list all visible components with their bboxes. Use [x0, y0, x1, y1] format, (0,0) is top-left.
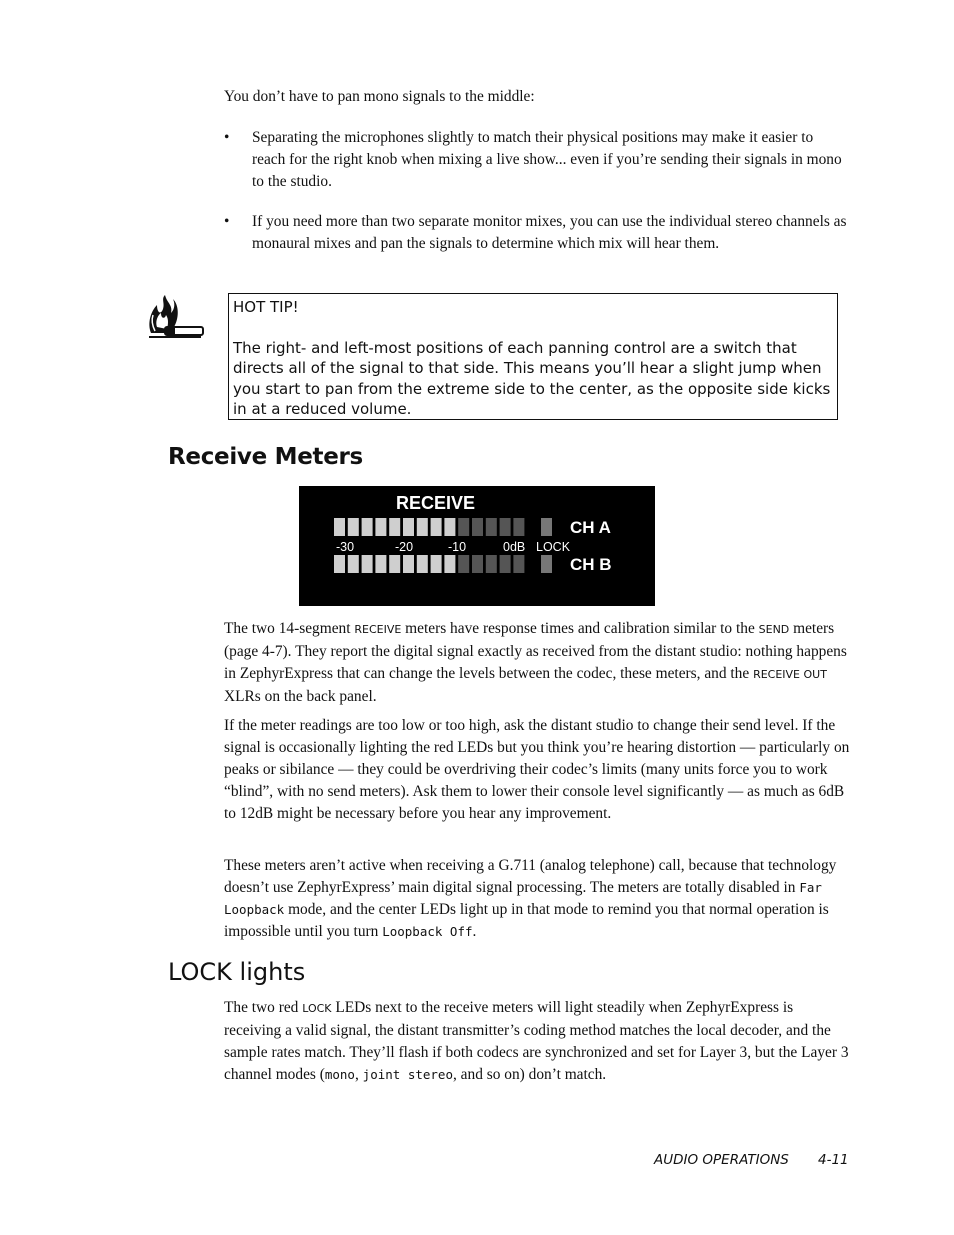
ch-b-meter-segment [403, 555, 414, 573]
scale-label: LOCK [536, 540, 571, 554]
footer-page-number: 4-11 [818, 1152, 849, 1168]
paragraph [224, 997, 854, 1086]
text-run: . [472, 923, 477, 940]
text-run: meters (page 4-7). They report the digital signal exactly as received from the distant studio: nothing happens in ZephyrExpress that can change the levels between the codec, these meters, and the [224, 620, 847, 682]
ch-a-meter-segment [500, 518, 511, 536]
ch-b-meter [334, 555, 552, 573]
intro-paragraph: You don’t have to pan mono signals to the middle: [224, 88, 535, 105]
ch-b-meter-segment [417, 555, 428, 573]
hot-tip-body: The right- and left-most positions of each panning control are a switch that directs all of the signal to that side. This means you’ll hear a slight jump when you start to pan from the extreme side to the center, as the opposite side kicks in at a reduced volume. [233, 338, 831, 418]
bullet-glyph: • [224, 213, 230, 230]
section-heading-lock-lights: LOCK lights [168, 958, 306, 986]
text-run: LEDs next to the receive meters will light steadily when ZephyrExpress is receiving a valid signal, the distant transmitter’s coding method matches the local decoder, and the sample rates match. They’ll flash if both codecs are synchronized and set for Layer 3, but the Layer 3 channel modes ( [224, 999, 849, 1083]
scale-label: 0dB [503, 540, 526, 554]
list-item-text: Separating the microphones slightly to match their physical positions may make it easier to reach for the right knob when mixing a live show... even if you’re sending their signals in mono to the studio. [252, 129, 842, 190]
ch-a-meter-segment [513, 518, 524, 536]
text-run: These meters aren’t active when receiving a G.711 (analog telephone) call, because that technology doesn’t use ZephyrExpress’ main digital signal processing. The meters are totally disabled in [224, 857, 837, 896]
ch-a-meter-segment [472, 518, 483, 536]
ch-a-meter-segment [403, 518, 414, 536]
scale-label: -20 [395, 540, 414, 554]
ch-b-label: CH B [570, 555, 612, 574]
text-run: The two red [224, 999, 303, 1016]
meter-title: RECEIVE [396, 493, 476, 513]
ch-b-meter-segment [486, 555, 497, 573]
ch-b-meter-segment [389, 555, 400, 573]
small-caps-term: RECEIVE [354, 623, 402, 636]
ch-a-meter-segment [431, 518, 442, 536]
ch-a-lock-led [541, 518, 552, 536]
scale-label: -30 [336, 540, 355, 554]
bullet-glyph: • [224, 129, 230, 146]
ch-b-meter-segment [500, 555, 511, 573]
small-caps-term: RECEIVE OUT [753, 668, 827, 681]
ch-b-meter-segment [458, 555, 469, 573]
ch-a-meter-segment [375, 518, 386, 536]
ch-a-meter-segment [334, 518, 345, 536]
paragraph [224, 618, 854, 708]
display-text: mono [324, 1067, 355, 1082]
text-run: , [354, 1066, 363, 1083]
list-item-text: If you need more than two separate monitor mixes, you can use the individual stereo channels as monaural mixes and pan the signals to determine which mix will hear them. [252, 213, 847, 252]
ch-b-meter-segment [472, 555, 483, 573]
text-run: mode, and the center LEDs light up in that mode to remind you that normal operation is impossible until you turn [224, 901, 829, 940]
receive-meter-panel [299, 486, 655, 606]
ch-a-meter-segment [486, 518, 497, 536]
ch-b-meter-segment [513, 555, 524, 573]
ch-a-meter-segment [458, 518, 469, 536]
small-caps-term: LOCK [302, 1002, 332, 1015]
ch-b-meter-segment [375, 555, 386, 573]
ch-b-meter-segment [431, 555, 442, 573]
ch-b-meter-segment [334, 555, 345, 573]
ch-b-lock-led [541, 555, 552, 573]
paragraph [224, 855, 854, 943]
text-run: , and so on) don’t match. [452, 1066, 607, 1083]
display-text: Loopback Off [382, 924, 473, 939]
ch-a-meter-segment [389, 518, 400, 536]
paragraph: If the meter readings are too low or too high, ask the distant studio to change their send level. If the signal is occasionally lighting the red LEDs but you think you’re hearing distortion — particularly on peaks or sibilance — they could be overdriving their codec’s limits (many units force you to work “blind”, with no send meters). Ask them to lower their console level significantly — as much as 6dB to 12dB might be necessary before you hear any improvement. [224, 717, 850, 822]
small-caps-term: SEND [758, 623, 790, 636]
hot-tip-title: HOT TIP! [233, 298, 299, 316]
ch-a-meter-segment [348, 518, 359, 536]
scale-label: -10 [448, 540, 467, 554]
display-text: Far Loopback [224, 880, 822, 917]
ch-b-meter-segment [444, 555, 455, 573]
text-run: The two 14-segment [224, 620, 355, 637]
ch-a-label: CH A [570, 518, 611, 537]
hot-tip-fire-icon [145, 293, 205, 345]
ch-a-meter-segment [444, 518, 455, 536]
ch-a-meter-segment [417, 518, 428, 536]
section-heading-receive-meters: Receive Meters [168, 444, 363, 470]
ch-a-meter [334, 518, 552, 536]
hot-tip-box [228, 293, 838, 420]
ch-b-meter-segment [348, 555, 359, 573]
ch-a-meter-segment [362, 518, 373, 536]
ch-b-meter-segment [362, 555, 373, 573]
receive-meter-graphic [299, 486, 655, 606]
footer-section-title: AUDIO OPERATIONS [654, 1152, 789, 1168]
display-text: joint stereo [362, 1067, 453, 1082]
text-run: XLRs on the back panel. [224, 688, 377, 705]
text-run: meters have response times and calibration similar to the [401, 620, 759, 637]
